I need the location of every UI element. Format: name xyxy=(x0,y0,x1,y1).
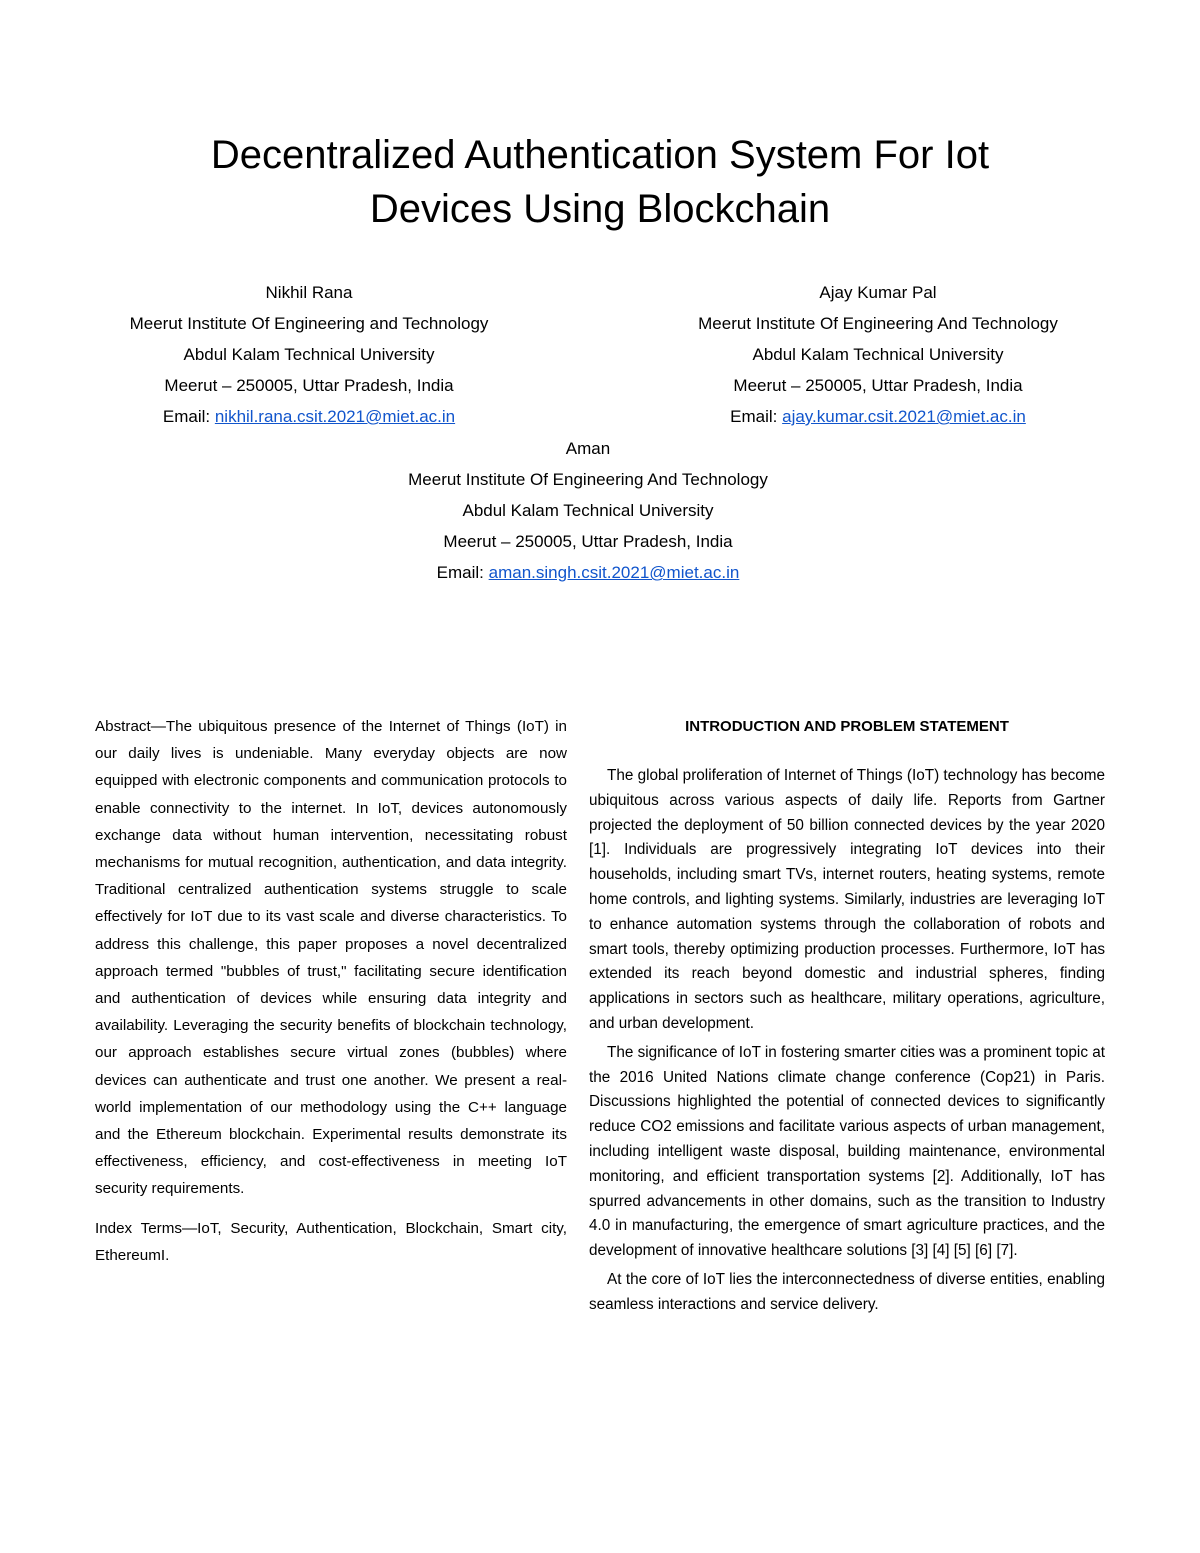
email-label: Email: xyxy=(436,563,489,582)
author-name: Nikhil Rana xyxy=(265,283,353,302)
intro-paragraph-1: The global proliferation of Internet of Things (IoT) technology has become ubiquitous across various aspects of daily life. Reports from Gartner projected the deployment of 50 billion connected devices by the year 2020 [1]. Individuals are progressively integrating IoT devices into their households, including smart TVs, internet routers, heating systems, remote home controls, and lighting systems. Similarly, industries are leveraging IoT to enhance automation systems through the collaboration of robots and smart tools, thereby optimizing production processes. Furthermore, IoT has extended its reach beyond domestic and industrial spheres, finding applications in sectors such as healthcare, military operations, agriculture, and urban development. xyxy=(589,767,1106,1032)
author-block-3 xyxy=(370,433,806,588)
author-name: Aman xyxy=(565,439,611,458)
index-terms: Index Terms—IoT, Security, Authentication, Blockchain, Smart city, EthereumI. xyxy=(95,1219,567,1264)
author-university: Abdul Kalam Technical University xyxy=(183,345,435,364)
author-email-link[interactable]: nikhil.rana.csit.2021@miet.ac.in xyxy=(214,407,456,426)
author-block-2 xyxy=(650,277,1106,432)
intro-paragraph-2: The significance of IoT in fostering smarter cities was a prominent topic at the 2016 United Nations climate change conference (Cop21) in Paris. Discussions highlighted the potential of connected devices to significantly reduce CO2 emissions and facilitate various aspects of urban management, including intelligent waste disposal, building maintenance, environmental monitoring, and efficient transportation systems [2]. Additionally, IoT has spurred advancements in other domains, such as the transition to Industry 4.0 in manufacturing, the emergence of smart agriculture practices, and the development of innovative healthcare solutions [3] [4] [5] [6] [7]. xyxy=(589,1043,1105,1260)
paper-title xyxy=(0,128,1200,236)
author-address: Meerut – 250005, Uttar Pradesh, India xyxy=(164,376,454,395)
author-university: Abdul Kalam Technical University xyxy=(462,501,714,520)
abstract: Abstract—The ubiquitous presence of the Internet of Things (IoT) in our daily lives is undeniable. Many everyday objects are now equipped with electronic components and communication protocols to enable connectivity to the internet. In IoT, devices autonomously exchange data without human intervention, necessitating robust mechanisms for mutual recognition, authentication, and data integrity. Traditional centralized authentication systems struggle to scale effectively for IoT due to its vast scale and diverse characteristics. To address this challenge, this paper proposes a novel decentralized approach termed "bubbles of trust," facilitating secure identification and authentication of devices while ensuring data integrity and availability. Leveraging the security benefits of blockchain technology, our approach establishes secure virtual zones (bubbles) where devices can authenticate and trust one another. We present a real-world implementation of our methodology using the C++ language and the Ethereum blockchain. Experimental results demonstrate its effectiveness, efficiency, and cost-effectiveness in meeting IoT security requirements. xyxy=(95,718,567,1198)
author-address: Meerut – 250005, Uttar Pradesh, India xyxy=(443,532,733,551)
author-institute: Meerut Institute Of Engineering And Technology xyxy=(698,314,1058,333)
left-column xyxy=(95,713,567,1269)
author-address: Meerut – 250005, Uttar Pradesh, India xyxy=(733,376,1023,395)
author-institute: Meerut Institute Of Engineering And Technology xyxy=(408,470,768,489)
email-label: Email: xyxy=(730,407,783,426)
right-column xyxy=(589,713,1105,1322)
author-email-line xyxy=(97,401,521,432)
author-email-link[interactable]: aman.singh.csit.2021@miet.ac.in xyxy=(488,563,740,582)
author-university: Abdul Kalam Technical University xyxy=(752,345,1004,364)
intro-paragraph-3: At the core of IoT lies the interconnectedness of diverse entities, enabling seamless interactions and service delivery. xyxy=(589,1270,1105,1313)
author-institute: Meerut Institute Of Engineering and Technology xyxy=(129,314,489,333)
author-email-line xyxy=(370,557,806,588)
title-line-2: Devices Using Blockchain xyxy=(369,187,831,231)
author-email-line xyxy=(650,401,1106,432)
author-name: Ajay Kumar Pal xyxy=(819,283,937,302)
section-heading: INTRODUCTION AND PROBLEM STATEMENT xyxy=(685,718,1009,735)
email-label: Email: xyxy=(162,407,215,426)
title-line-1: Decentralized Authentication System For Iot xyxy=(210,133,990,177)
author-block-1 xyxy=(97,277,521,432)
author-email-link[interactable]: ajay.kumar.csit.2021@miet.ac.in xyxy=(782,407,1026,426)
